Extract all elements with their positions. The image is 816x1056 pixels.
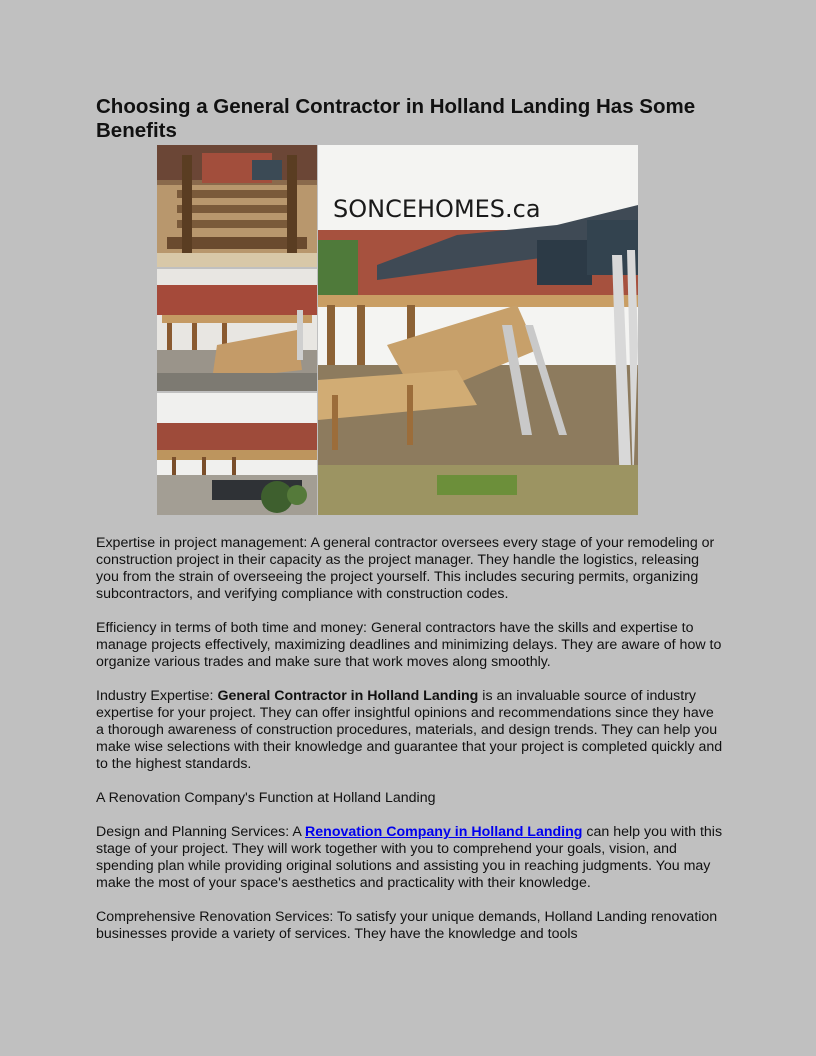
photo-panel-stairs xyxy=(157,145,317,267)
paragraph-rest: is an invaluable source of industry expertise for your project. They can offer insightful opinions and recommendations since they have a thorough awareness of construction procedures, materials, and design trends. They can help you make wise selections with their knowledge and guarantee that your project is completed quickly and to the highest standards. xyxy=(96,688,723,772)
article-body xyxy=(96,535,724,960)
paragraph-industry-expertise xyxy=(96,688,724,773)
paragraph-lead: Design and Planning Services: A xyxy=(96,824,306,840)
page-header xyxy=(96,95,722,143)
bold-keyword: General Contractor in Holland Landing xyxy=(217,688,479,704)
page-title: Choosing a General Contractor in Holland Landing Has Some Benefits xyxy=(96,95,696,142)
photo-panel-main xyxy=(318,145,638,515)
paragraph-project-management: Expertise in project management: A general contractor oversees every stage of your remodeling or construction project in their capacity as the project manager. They handle the logistics, releasing you from the strain of overseeing the project yourself. This includes securing permits, organizing subcontractors, and verifying compliance with construction codes. xyxy=(96,535,715,602)
section-heading: A Renovation Company's Function at Holland Landing xyxy=(96,790,436,806)
photo-panel-deck-overview xyxy=(157,269,317,391)
brand-watermark: SONCEHOMES.ca xyxy=(333,195,541,223)
paragraph-lead: Industry Expertise: xyxy=(96,688,218,704)
photo-panel-yard xyxy=(157,393,317,515)
deck-photo-collage xyxy=(157,145,638,515)
paragraph-efficiency: Efficiency in terms of both time and money: General contractors have the skills and expertise to manage projects effectively, maximizing deadlines and minimizing delays. They are aware of how to organize various trades and make sure that work moves along smoothly. xyxy=(96,620,722,670)
paragraph-comprehensive-services: Comprehensive Renovation Services: To satisfy your unique demands, Holland Landing renovation businesses provide a variety of services. They have the knowledge and tools xyxy=(96,909,718,942)
paragraph-rest: can help you with this stage of your project. They will work together with you to comprehend your goals, vision, and spending plan while providing original solutions and assisting you in reaching judgments. You may make the most of your space's aesthetics and practicality with their knowledge. xyxy=(96,824,723,891)
renovation-company-link[interactable]: Renovation Company in Holland Landing xyxy=(305,824,583,840)
paragraph-design-planning xyxy=(96,824,724,892)
collage-svg xyxy=(157,145,638,515)
